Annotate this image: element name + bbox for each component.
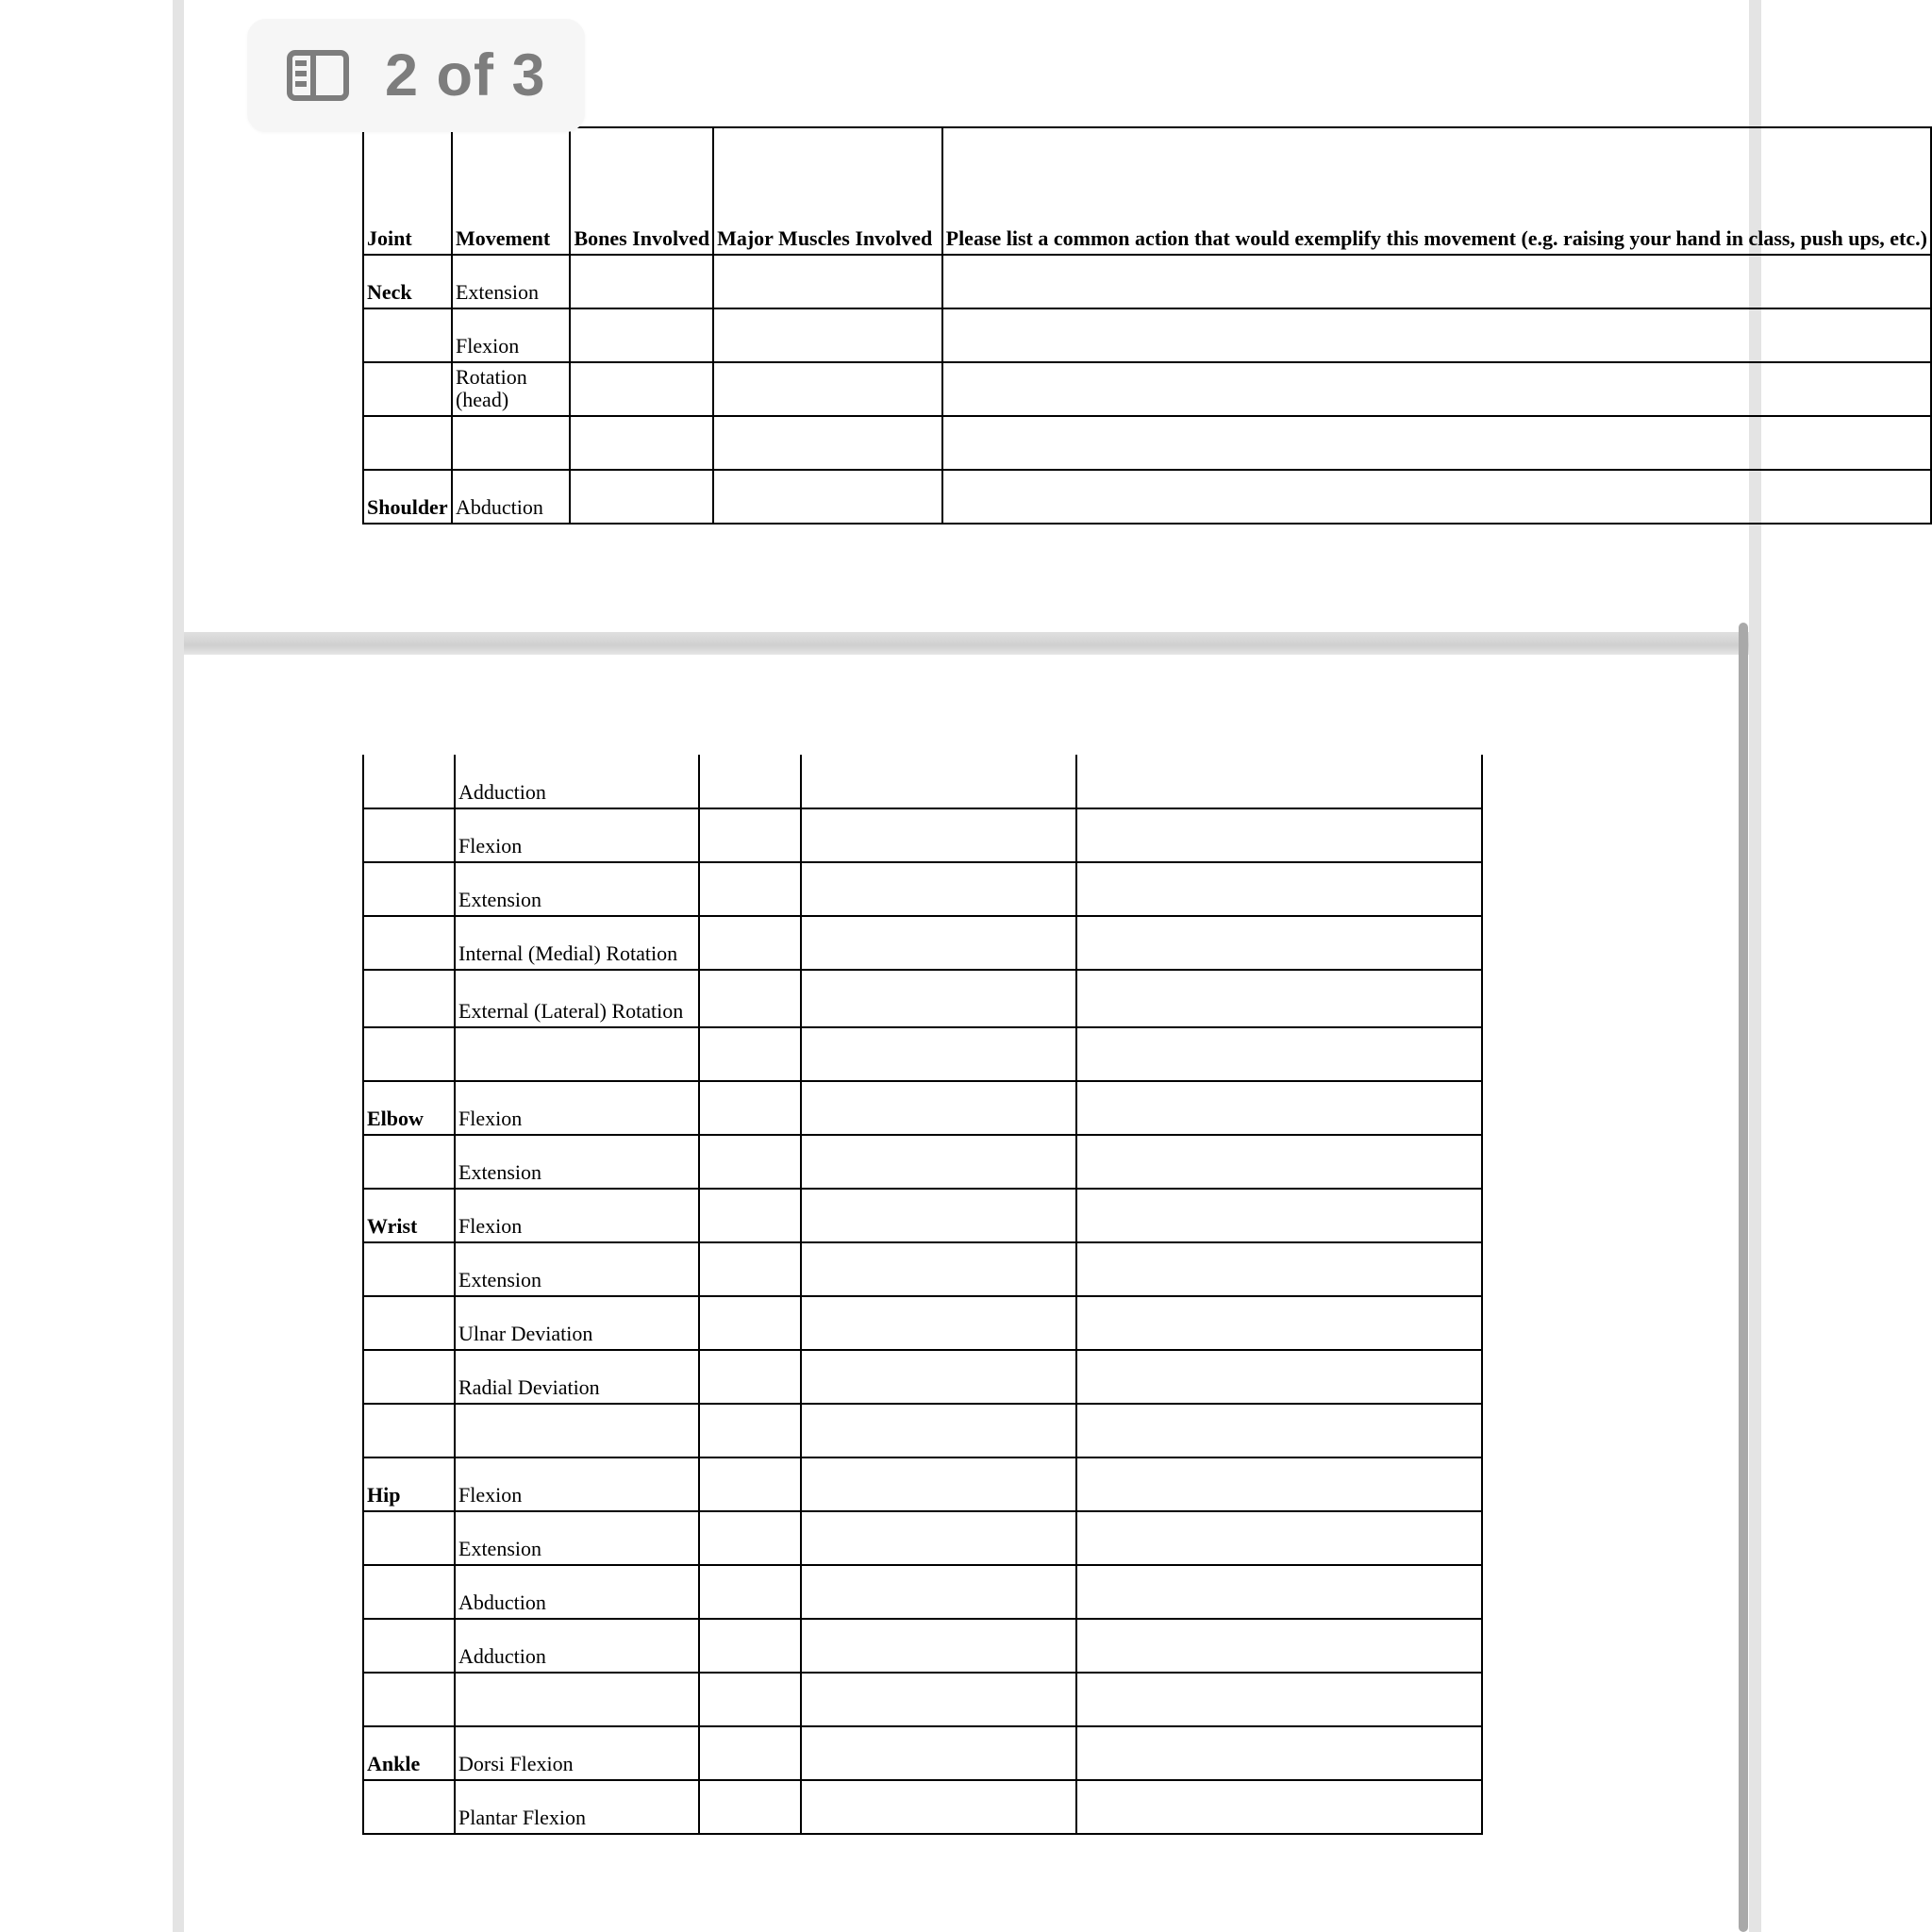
table-row (363, 1619, 1482, 1673)
muscles-cell[interactable] (801, 862, 1076, 916)
action-cell[interactable] (1076, 808, 1482, 862)
movement-cell: Adduction (455, 755, 699, 808)
action-cell[interactable] (1076, 970, 1482, 1027)
table-row (363, 1457, 1482, 1511)
page-separator (184, 632, 1749, 655)
muscles-cell[interactable] (801, 916, 1076, 970)
joint-cell (363, 1296, 455, 1350)
table-row (363, 862, 1482, 916)
movement-cell: Extension (455, 1242, 699, 1296)
muscles-cell[interactable] (801, 1242, 1076, 1296)
movement-cell: Abduction (455, 1565, 699, 1619)
joint-cell: Ankle (363, 1726, 455, 1780)
muscles-cell[interactable] (801, 808, 1076, 862)
bones-cell[interactable] (699, 1511, 801, 1565)
table-row (363, 1726, 1482, 1780)
joint-cell (363, 416, 452, 470)
bones-cell[interactable] (699, 1673, 801, 1726)
action-cell[interactable] (942, 416, 1931, 470)
bones-cell[interactable] (699, 862, 801, 916)
muscles-cell[interactable] (801, 1726, 1076, 1780)
table-row (363, 755, 1482, 808)
joint-cell (363, 862, 455, 916)
action-cell[interactable] (1076, 1189, 1482, 1242)
muscles-cell[interactable] (713, 308, 942, 362)
table-row (363, 1242, 1482, 1296)
joint-cell (363, 1350, 455, 1404)
joint-cell (363, 1404, 455, 1457)
muscles-cell[interactable] (801, 1511, 1076, 1565)
action-cell[interactable] (1076, 1135, 1482, 1189)
bones-cell[interactable] (699, 1081, 801, 1135)
table-row (363, 1780, 1482, 1834)
header-common-action: Please list a common action that would exemplify this movement (e.g. raising your hand in class, push ups, etc.) (942, 127, 1931, 255)
joint-cell (363, 1135, 455, 1189)
table-row (363, 1565, 1482, 1619)
movement-cell: Abduction (452, 470, 570, 524)
bones-cell[interactable] (699, 1296, 801, 1350)
movement-cell: Ulnar Deviation (455, 1296, 699, 1350)
movement-cell: Rotation (head) (452, 362, 570, 416)
joint-movement-table-page-2 (362, 755, 1483, 1835)
action-cell[interactable] (1076, 1081, 1482, 1135)
movement-cell: Flexion (455, 1457, 699, 1511)
muscles-cell[interactable] (801, 1189, 1076, 1242)
action-cell[interactable] (1076, 1404, 1482, 1457)
action-cell[interactable] (1076, 1673, 1482, 1726)
table-row (363, 916, 1482, 970)
bones-cell[interactable] (699, 1457, 801, 1511)
joint-cell (363, 1673, 455, 1726)
table-row (363, 1081, 1482, 1135)
action-cell[interactable] (1076, 755, 1482, 808)
table-row (363, 362, 1931, 416)
action-cell[interactable] (942, 362, 1931, 416)
joint-cell: Neck (363, 255, 452, 308)
table-row (363, 255, 1931, 308)
movement-cell: Flexion (455, 1189, 699, 1242)
movement-cell: Extension (455, 1511, 699, 1565)
action-cell[interactable] (1076, 1565, 1482, 1619)
action-cell[interactable] (1076, 1350, 1482, 1404)
action-cell[interactable] (1076, 1511, 1482, 1565)
movement-cell: Adduction (455, 1619, 699, 1673)
action-cell[interactable] (1076, 862, 1482, 916)
table-row (363, 970, 1482, 1027)
table-row (363, 1027, 1482, 1081)
muscles-cell[interactable] (801, 970, 1076, 1027)
movement-cell: Flexion (452, 308, 570, 362)
action-cell[interactable] (1076, 1726, 1482, 1780)
sidebar-icon (287, 50, 349, 101)
bones-cell[interactable] (699, 1242, 801, 1296)
movement-cell: Internal (Medial) Rotation (455, 916, 699, 970)
header-joint: Joint (363, 127, 452, 255)
muscles-cell[interactable] (801, 1565, 1076, 1619)
header-bones-involved: Bones Involved (570, 127, 713, 255)
bones-cell[interactable] (699, 916, 801, 970)
action-cell[interactable] (1076, 1242, 1482, 1296)
movement-cell: Dorsi Flexion (455, 1726, 699, 1780)
movement-cell: Flexion (455, 1081, 699, 1135)
action-cell[interactable] (942, 255, 1931, 308)
bones-cell[interactable] (570, 362, 713, 416)
table-row (363, 308, 1931, 362)
muscles-cell[interactable] (713, 416, 942, 470)
movement-cell (455, 1027, 699, 1081)
muscles-cell[interactable] (801, 1081, 1076, 1135)
movement-cell (452, 416, 570, 470)
bones-cell[interactable] (570, 255, 713, 308)
muscles-cell[interactable] (801, 1780, 1076, 1834)
table-header-row (363, 127, 1931, 255)
movement-cell: Flexion (455, 808, 699, 862)
muscles-cell[interactable] (801, 1027, 1076, 1081)
joint-cell (363, 1242, 455, 1296)
muscles-cell[interactable] (801, 1135, 1076, 1189)
muscles-cell[interactable] (801, 755, 1076, 808)
bones-cell[interactable] (570, 308, 713, 362)
muscles-cell[interactable] (713, 255, 942, 308)
bones-cell[interactable] (699, 755, 801, 808)
joint-cell: Elbow (363, 1081, 455, 1135)
muscles-cell[interactable] (713, 362, 942, 416)
joint-cell (363, 362, 452, 416)
joint-movement-table-page-1 (362, 126, 1932, 525)
table-row (363, 1511, 1482, 1565)
header-movement: Movement (452, 127, 570, 255)
action-cell[interactable] (942, 308, 1931, 362)
joint-cell (363, 1619, 455, 1673)
table-row (363, 470, 1931, 524)
header-major-muscles: Major Muscles Involved (713, 127, 942, 255)
movement-cell: External (Lateral) Rotation (455, 970, 699, 1027)
bones-cell[interactable] (699, 1189, 801, 1242)
joint-cell: Shoulder (363, 470, 452, 524)
movement-cell: Extension (455, 1135, 699, 1189)
table-row (363, 1404, 1482, 1457)
movement-cell (455, 1673, 699, 1726)
bones-cell[interactable] (699, 808, 801, 862)
bones-cell[interactable] (699, 1619, 801, 1673)
joint-cell (363, 1565, 455, 1619)
action-cell[interactable] (1076, 1027, 1482, 1081)
movement-cell: Plantar Flexion (455, 1780, 699, 1834)
joint-cell (363, 808, 455, 862)
bones-cell[interactable] (570, 470, 713, 524)
bones-cell[interactable] (699, 1350, 801, 1404)
movement-cell: Extension (455, 862, 699, 916)
muscles-cell[interactable] (801, 1296, 1076, 1350)
joint-cell: Hip (363, 1457, 455, 1511)
table-row (363, 1350, 1482, 1404)
bones-cell[interactable] (570, 416, 713, 470)
movement-cell: Extension (452, 255, 570, 308)
table-row (363, 1189, 1482, 1242)
movement-cell: Radial Deviation (455, 1350, 699, 1404)
scrollbar[interactable] (1739, 623, 1748, 1932)
joint-cell (363, 1780, 455, 1834)
bones-cell[interactable] (699, 1780, 801, 1834)
table-row (363, 1296, 1482, 1350)
action-cell[interactable] (1076, 1619, 1482, 1673)
muscles-cell[interactable] (713, 470, 942, 524)
bones-cell[interactable] (699, 1404, 801, 1457)
table-row (363, 808, 1482, 862)
action-cell[interactable] (1076, 1296, 1482, 1350)
bones-cell[interactable] (699, 1726, 801, 1780)
muscles-cell[interactable] (801, 1350, 1076, 1404)
joint-cell (363, 1027, 455, 1081)
bones-cell[interactable] (699, 1135, 801, 1189)
muscles-cell[interactable] (801, 1457, 1076, 1511)
bones-cell[interactable] (699, 1565, 801, 1619)
muscles-cell[interactable] (801, 1404, 1076, 1457)
action-cell[interactable] (1076, 1457, 1482, 1511)
joint-cell (363, 916, 455, 970)
joint-cell (363, 308, 452, 362)
page-indicator-label: 2 of 3 (385, 42, 546, 108)
joint-cell (363, 970, 455, 1027)
joint-cell: Wrist (363, 1189, 455, 1242)
page-indicator[interactable] (247, 19, 585, 132)
action-cell[interactable] (1076, 1780, 1482, 1834)
muscles-cell[interactable] (801, 1619, 1076, 1673)
movement-cell (455, 1404, 699, 1457)
bones-cell[interactable] (699, 1027, 801, 1081)
muscles-cell[interactable] (801, 1673, 1076, 1726)
table-row (363, 416, 1931, 470)
bones-cell[interactable] (699, 970, 801, 1027)
action-cell[interactable] (1076, 916, 1482, 970)
action-cell[interactable] (942, 470, 1931, 524)
joint-cell (363, 1511, 455, 1565)
joint-cell (363, 755, 455, 808)
table-row (363, 1673, 1482, 1726)
table-row (363, 1135, 1482, 1189)
